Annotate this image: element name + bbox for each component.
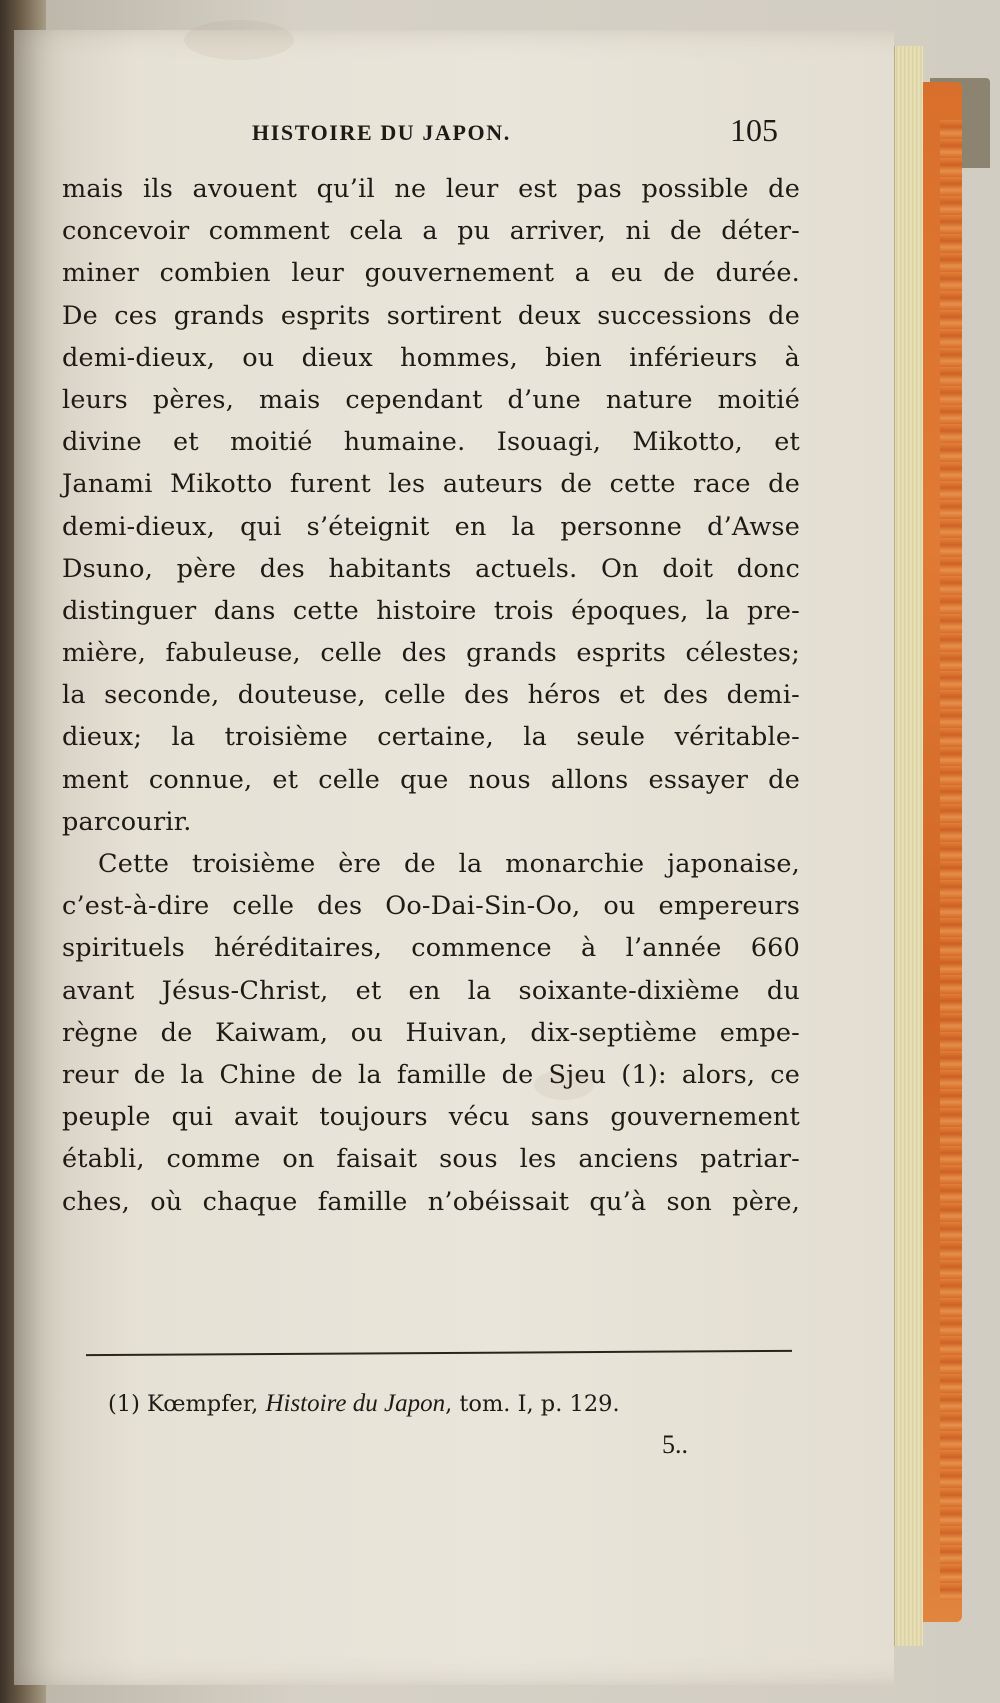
running-title: HISTOIRE DU JAPON. (252, 120, 511, 145)
page-number: 105 (730, 112, 778, 148)
text-line: concevoir comment cela a pu arriver, ni de déter- (62, 216, 800, 247)
running-head (62, 106, 802, 158)
text-line: ches, où chaque famille n’obéissait qu’à son père, (62, 1186, 800, 1217)
text-line: distinguer dans cette histoire trois époques, la pre- (62, 595, 800, 626)
page-edges (894, 46, 923, 1646)
text-line: Janami Mikotto furent les auteurs de cette race de (62, 469, 800, 500)
text-line: mière, fabuleuse, celle des grands esprits célestes; (62, 638, 800, 669)
footnote (108, 1390, 620, 1418)
text-line: demi-dieux, qui s’éteignit en la personne d’Awse (62, 511, 800, 542)
footnote-reference: , tom. I, p. 129. (445, 1391, 620, 1417)
text-line: De ces grands esprits sortirent deux successions de (62, 300, 800, 331)
text-line: mais ils avouent qu’il ne leur est pas possible de (62, 174, 800, 204)
body-text (62, 168, 800, 1223)
text-line: parcourir. (62, 806, 192, 837)
text-line: c’est-à-dire celle des Oo-Dai-Sin-Oo, ou empereurs (62, 891, 800, 922)
text-line: Dsuno, père des habitants actuels. On doit donc (62, 553, 800, 584)
marbled-cover-pattern (940, 120, 962, 1600)
text-line: dieux; la troisième certaine, la seule véritable- (62, 722, 800, 753)
text-line: spirituels héréditaires, commence à l’année 660 (62, 933, 800, 964)
text-line: reur de la Chine de la famille de Sjeu (1): alors, ce (62, 1059, 800, 1090)
text-line: règne de Kaiwam, ou Huivan, dix-septième empe- (62, 1017, 800, 1048)
footnote-marker: (1) Kœmpfer, (108, 1391, 259, 1417)
text-line: ment connue, et celle que nous allons essayer de (62, 764, 800, 795)
text-line: peuple qui avait toujours vécu sans gouvernement (62, 1102, 800, 1133)
signature-mark: 5.. (662, 1430, 688, 1459)
text-line: établi, comme on faisait sous les anciens patriar- (62, 1144, 800, 1175)
text-line: divine et moitié humaine. Isouagi, Mikotto, et (62, 427, 800, 458)
text-line: la seconde, douteuse, celle des héros et des demi- (62, 680, 800, 711)
text-line: Cette troisième ère de la monarchie japonaise, (98, 849, 800, 879)
text-line: demi-dieux, ou dieux hommes, bien inférieurs à (62, 342, 800, 373)
text-line: miner combien leur gouvernement a eu de durée. (62, 258, 800, 289)
text-line: leurs pères, mais cependant d’une nature moitié (62, 384, 800, 415)
paper-stain (184, 20, 294, 60)
text-line: avant Jésus-Christ, et en la soixante-dixième du (62, 975, 800, 1006)
footnote-title: Histoire du Japon (265, 1390, 446, 1417)
page-text (62, 106, 802, 1223)
